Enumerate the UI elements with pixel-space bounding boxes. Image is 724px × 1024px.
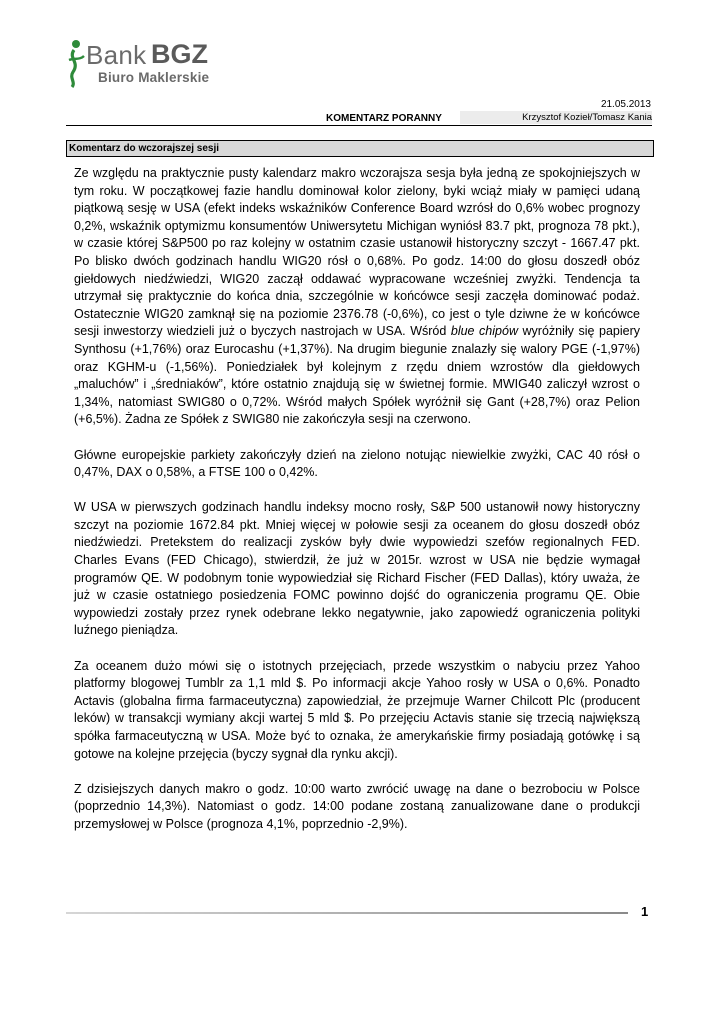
paragraph-acquisitions: Za oceanem dużo mówi się o istotnych przejęciach, przede wszystkim o nabyciu przez Yahoo platformy blogowej Tumblr za 1,1 mld $. Po informacji akcje Yahoo rosły w USA o 0,6%. Ponadto Actavis (globalna firma farmaceutyczna) zapowiedział, że przejmuje Warner Chilcott Plc (producent leków) w transakcji wymiany akcji wartej 5 mld $. Po przejęciu Actavis stanie się trzecią największą spółka farmaceutyczną w USA. Może być to oznaka, że amerykańskie firmy posiadają gotówkę i są gotowe na kolejne przejęcia (byczy sygnał dla rynku akcji). [74, 658, 640, 761]
logo-subtitle: Biuro Maklerskie [98, 70, 210, 85]
report-date: 21.05.2013 [600, 99, 651, 110]
bank-logo [66, 38, 236, 90]
paragraph-session-summary [74, 165, 640, 429]
paragraph-macro-data: Z dzisiejszych danych makro o godz. 10:00 warto zwrócić uwagę na dane o bezrobociu w Polsce (poprzednio 14,3%). Natomiast o godz. 14:00 podane zostaną zanualizowane dane o produkcji przemysłowej w Polsce (prognoza 4,1%, poprzednio -2,9%). [74, 781, 640, 831]
report-authors: Krzysztof Kozieł/Tomasz Kania [460, 111, 652, 124]
paragraph-text: Ze względu na praktycznie pusty kalendarz makro wczorajsza sesja była jedną ze spokojniejszych w tym roku. W początkowej fazie handlu dominował kolor zielony, byki wciąż miały w pamięci udaną piątkową sesję w USA (efekt indeks wskaźników Conference Board wzrósł do 0,6% wobec prognozy 0,2%, wskaźnik optymizmu konsumentów Uniwersytetu Michigan wyniósł 83.7 pkt, prognoza 78 pkt.), w czasie której S&P500 po raz kolejny w ostatnim czasie ustanowił historyczny szczyt - 1667.47 pkt. Po blisko dwóch godzinach handlu WIG20 rósł o 0,68%. Po godz. 14:00 do głosu doszedł obóz giełdowych niedźwiedzi, WIG20 zaczął oddawać wypracowane wcześniej zwyżki. Tendencja ta utrzymał się praktycznie do końca dnia, szczególnie w końcówce sesji zaczęła dominować podaż. Ostatecznie WIG20 zamknął się na poziomie 2376.78 (-0,6%), co jest o tyle dziwne że w końcówce sesji inwestorzy wiedzieli już o byczych nastrojach w USA. Wśród [74, 166, 640, 339]
paragraph-text: wyróżniły się papiery Synthosu (+1,76%) oraz Eurocashu (+1,37%). Na drugim biegunie znalazły się walory PGE (-1,97%) oraz KGHM-u (-1,56%). Poniedziałek był kolejnym z rzędu dniem wzrostów dla giełdowych „maluchów” i „średniaków”, które ostatnio znajdują się w świetnej formie. MWIG40 zaliczył wzrost o 1,34%, natomiast SWIG80 o 0,72%. Wśród małych Spółek wyróżnił się Gant (+28,7%) oraz Pelion (+6,5%). Żadna ze Spółek z SWIG80 nie zakończyła sesji na czerwono. [74, 324, 640, 427]
paragraph-usa: W USA w pierwszych godzinach handlu indeksy mocno rosły, S&P 500 ustanowił nowy historyczny szczyt na poziomie 1672.84 pkt. Mniej więcej w połowie sesji za oceanem do głosu doszedł obóz niedźwiedzi. Pretekstem do realizacji zysków były dwie wypowiedzi szefów regionalnych FED. Charles Evans (FED Chicago), stwierdził, że już w 2015r. wzrost w USA nie będzie wymagał programów QE. W podobnym tonie wypowiedział się Richard Fischer (FED Dallas), który uważa, że już w czasie ostatniego posiedzenia FOMC powinno dojść do ograniczenia programu QE. Obie wypowiedzi zostały przez rynek odebrane lekko negatywnie, jako zapowiedź ograniczenia polityki luźnego pieniądza. [74, 500, 640, 638]
italic-term: blue chipów [450, 324, 518, 339]
bank-logo-icon [66, 38, 88, 88]
article-body [74, 165, 640, 851]
section-title: Komentarz do wczorajszej sesji [66, 140, 654, 157]
page-number: 1 [641, 904, 649, 919]
paragraph-europe: Główne europejskie parkiety zakończyły dzień na zielono notując niewielkie zwyżki, CAC 40 rósł o 0,47%, DAX o 0,58%, a FTSE 100 o 0,42%. [74, 447, 640, 480]
footer-rule [66, 912, 628, 914]
logo-bank-text: Bank [86, 40, 147, 70]
logo-bgz-text: BGZ [151, 39, 208, 69]
report-title: KOMENTARZ PORANNY [326, 113, 442, 124]
